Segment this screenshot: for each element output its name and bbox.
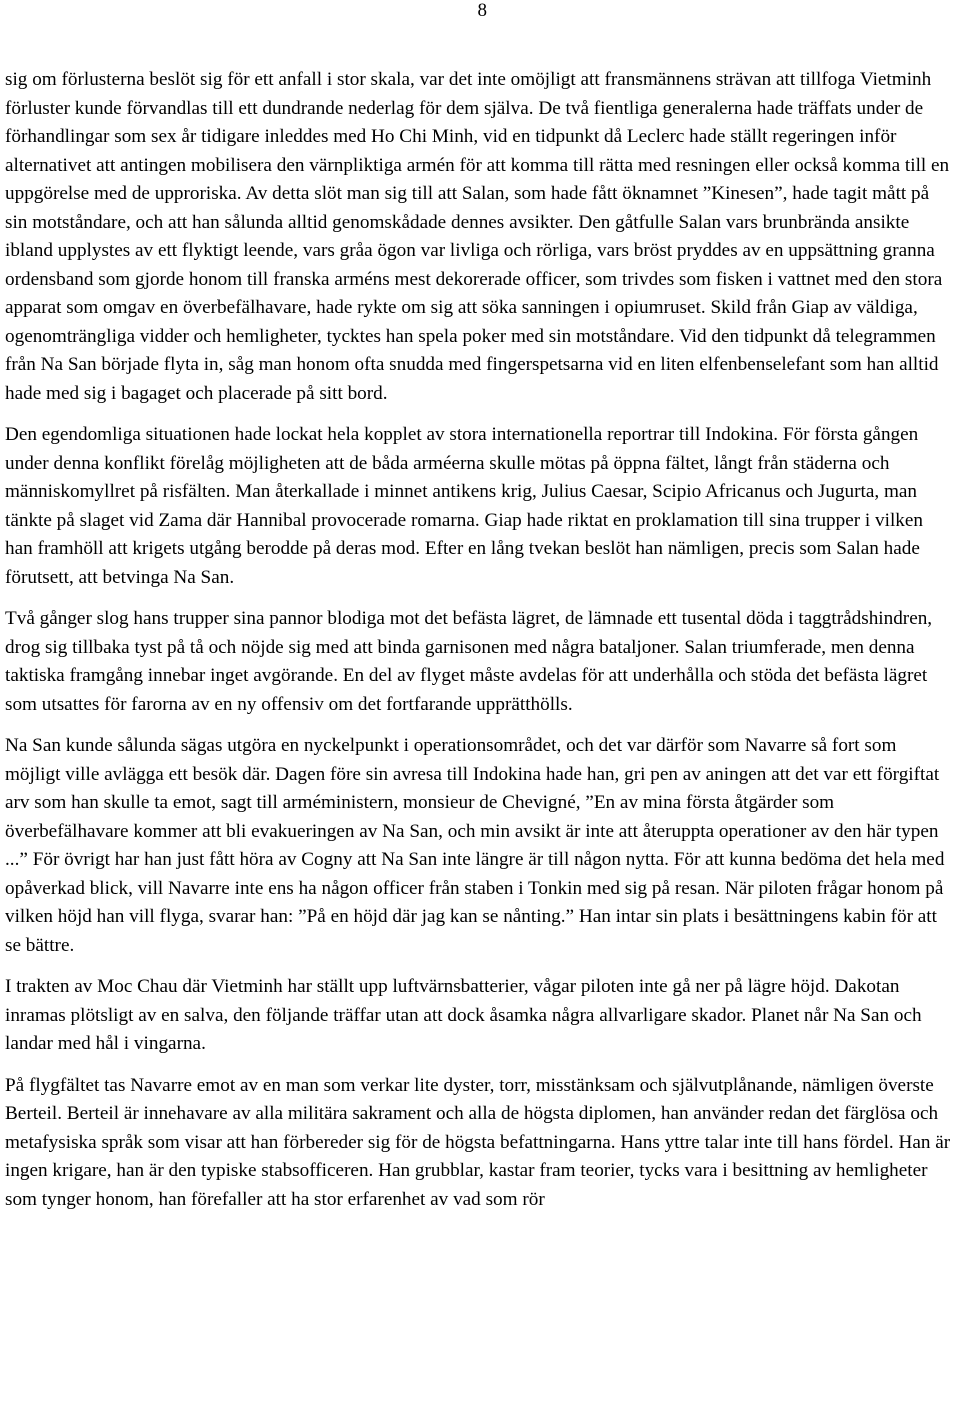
page-body [5, 66, 955, 1227]
paragraph-2: Den egendomliga situationen hade lockat hela kopplet av stora internationella reportrar till Indokina. För första gången under denna konflikt förelåg möjligheten att de båda arméerna skulle mötas på öppna fältet, långt från städerna och människomyllret på risfälten. Man återkallade i minnet antikens krig, Julius Caesar, Scipio Africanus och Jugurta, man tänkte på slaget vid Zama där Hannibal provocerade romarna. Giap hade riktat en proklamation till sina trupper i vilken han framhöll att krigets utgång berodde på deras mod. Efter en lång tvekan beslöt han nämligen, precis som Salan hade förutsett, att betvinga Na San. [5, 424, 924, 588]
paragraph-1: sig om förlusterna beslöt sig för ett anfall i stor skala, var det inte omöjligt att fransmännens strävan att tillfoga Vietminh förluster kunde förvandlas till ett dundrande nederlag för dem själva. De två fientliga generalerna hade träffats under de förhandlingar som sex år tidigare inleddes med Ho Chi Minh, vid en tidpunkt då Leclerc hade ställt regeringen inför alternativet att antingen mobilisera den värnpliktiga armén för att komma till rätta med resningen eller också komma till en uppgörelse med de upproriska. Av detta slöt man sig till att Salan, som hade fått öknamnet ”Kinesen”, hade tagit mått på sin motståndare, och att han sålunda alltid genomskådade dennes avsikter. Den gåtfulle Salan vars brunbrända ansikte ibland upplystes av ett flyktigt leende, vars gråa ögon var livliga och rörliga, vars bröst pryddes av en uppsättning granna ordensband som gjorde honom till franska arméns mest dekorerade officer, som trivdes som fisken i vattnet med den stora apparat som omgav en överbefälhavare, hade rykte om sig att söka sanningen i opiumruset. Skild från Giap av väldiga, ogenomträngliga vidder och hemligheter, tycktes han spela poker med sin motståndare. Vid den tidpunkt då telegrammen från Na San började flyta in, såg man honom ofta snudda med fingerspetsarna vid en liten elfenbenselefant som han alltid hade med sig i bagaget och placerade på sitt bord. [5, 69, 950, 404]
paragraph-6: På flygfältet tas Navarre emot av en man som verkar lite dyster, torr, misstänksam och självutplånande, nämligen överste Berteil. Berteil är innehavare av alla militära sakrament och alla de högsta diplomen, han använder redan det färglösa och metafysiska språk som visar att han förbereder sig för de högsta befattningarna. Hans yttre talar inte till hans fördel. Han är ingen krigare, han är den typiske stabsofficeren. Han grubblar, kastar fram teorier, tycks vara i besittning av hemligheter som tynger honom, han förefaller att ha stor erfarenhet av vad som rör [5, 1074, 951, 1210]
paragraph-5: I trakten av Moc Chau där Vietminh har ställt upp luftvärnsbatterier, vågar piloten inte gå ner på lägre höjd. Dakotan inramas plötsligt av en salva, den följande träffar utan att dock åsamka några allvarligare skador. Planet når Na San och landar med hål i vingarna. [5, 976, 922, 1054]
paragraph-3: Två gånger slog hans trupper sina pannor blodiga mot det befästa lägret, de lämnade ett tusental döda i taggtrådshindren, drog sig tillbaka tyst på tå och nöjde sig med att binda garnisonen med några bataljoner. Salan triumferade, men denna taktiska framgång innebar inget avgörande. En del av flyget måste avdelas för att underhålla och stöda det befästa lägret som utsattes för farorna av en ny offensiv om det fortfarande upprätthölls. [5, 608, 933, 715]
page-number: 8 [477, 0, 487, 21]
paragraph-4: Na San kunde sålunda sägas utgöra en nyckelpunkt i operationsområdet, och det var därför som Navarre så fort som möjligt ville avlägga ett besök där. Dagen före sin avresa till Indokina hade han, gri pen av aningen att det var ett förgiftat arv som han skulle ta emot, sagt till arméministern, monsieur de Chevigné, ”En av mina första åtgärder som överbefälhavare kommer att bli evakueringen av Na San, och min avsikt är inte att återuppta operationer av den här typen ...” För övrigt har han just fått höra av Cogny att Na San inte längre är till någon nytta. För att kunna bedöma det hela med opåverkad blick, vill Navarre inte ens ha någon officer från staben i Tonkin med sig på resan. När piloten frågar honom på vilken höjd han vill flyga, svarar han: ”På en höjd där jag kan se nånting.” Han intar sin plats i besättningens kabin för att se bättre. [5, 735, 945, 956]
